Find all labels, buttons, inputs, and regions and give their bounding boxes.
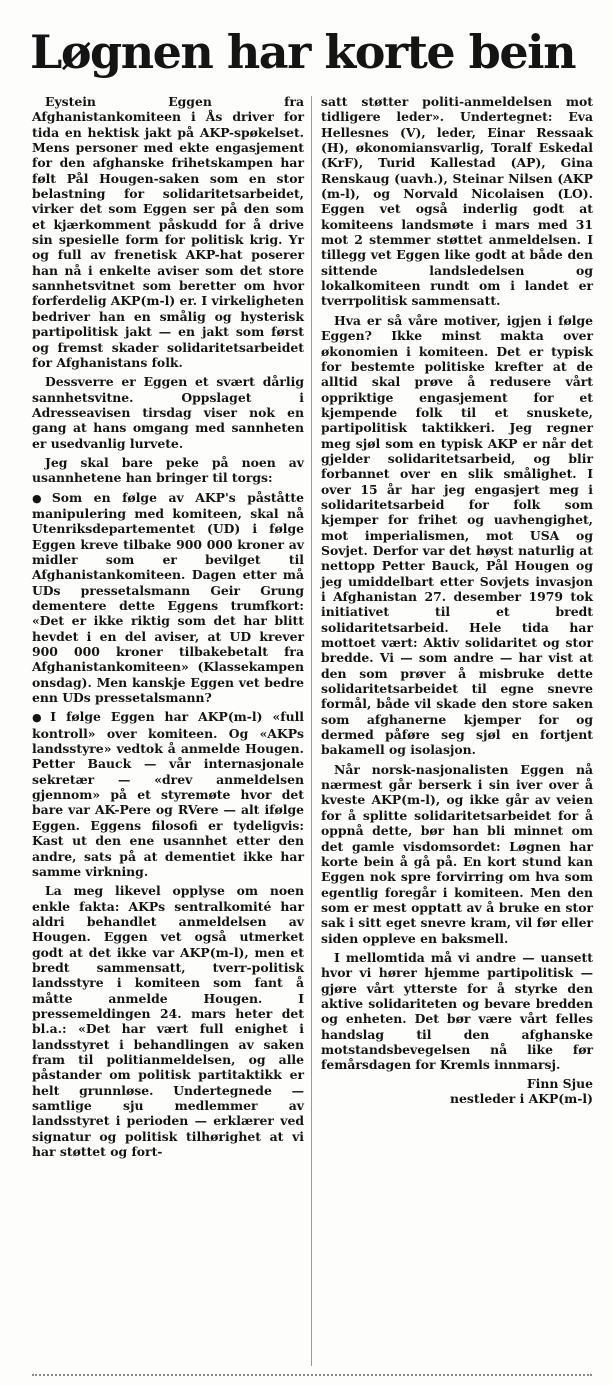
bullet-icon: ●	[32, 491, 49, 505]
headline: Løgnen har korte bein	[30, 25, 576, 79]
signature-name: Finn Sjue	[526, 1075, 593, 1091]
paragraph: Eystein Eggen fra Afghanistankomiteen i Ås driver for tida en hektisk jakt på AKP-spøkelset. Mens personer med ekte engasjement for den afghanske frihetskampen har følt Pål Hougen-saken som en stor belastning for solidaritetsarbeidet, virker det som Eggen ser på den som et kjærkomment påskudd for å drive sin spesielle form for politisk krig. Yr og full av frenetisk AKP-hat poserer han nå i enkelte aviser som det store sannhetsvitnet som beretter om hvor forferdelig AKP(m-l) er. I virkeligheten bedriver han en smålig og hysterisk partipolitisk jakt — en jakt som først og fremst skader solidaritetsarbeidet for Afghanistans folk.	[32, 94, 305, 370]
column-right	[321, 94, 593, 1106]
paragraph: La meg likevel opplyse om noen enkle fakta: AKPs sentralkomité har aldri behandlet anmeldelsen av Hougen. Eggen vet også utmerket godt at det ikke var AKP(m-l), men et bredt sammensatt, tverr-politisk landsstyre i komiteen som fant å måtte anmelde Hougen. I pressemeldingen 24. mars heter det bl.a.: «Det har vært full enighet i landsstyret i behandlingen av saken fram til politianmeldelsen, og alle påstander om politisk partitaktikk er helt grunnløse. Undertegnede — samtlige sju medlemmer av landsstyret i perioden — erklærer ved signatur og politisk tilhørighet at vi har støttet og fort-	[32, 883, 304, 1160]
column-left	[32, 94, 304, 1159]
paragraph: Dessverre er Eggen et svært dårlig sannhetsvitne. Oppslaget i Adresseavisen tirsdag viser nok en gang at hans omgang med sannheten er usedvanlig lurvete.	[32, 374, 304, 451]
column-divider	[311, 96, 312, 1366]
signature	[321, 1076, 593, 1107]
bullet-paragraph	[32, 490, 304, 706]
page-footer-rule	[32, 1374, 592, 1382]
bullet-icon: ●	[32, 711, 48, 725]
paragraph: Når norsk-nasjonalisten Eggen nå nærmest går berserk i sin iver over å kveste AKP(m-l), og ikke går av veien for å splitte solidaritetsarbeidet for å oppnå dette, bør han bli minnet om det gamle visdomsordet: Løgnen har korte bein å gå på. En kort stund kan Eggen nok spre forvirring om hva som egentlig foregår i komiteen. Men den som er mest opptatt av å bruke en stor sak i sitt eget snevre kram, vil før eller siden oppleve en baksmell.	[321, 761, 593, 946]
bullet-text: I følge Eggen har AKP(m-l) «full kontroll» over komiteen. Og «AKPs landsstyre» vedtok å anmelde Hougen. Petter Bauck — vår internasjonale sekretær — «drev anmeldelsen gjennom» på et styremøte hvor det bare var AK-Pere og RVere — alt ifølge Eggen. Eggens filosofi er tydeligvis: Kast ut den ene usannhet etter den andre, sats på at dementiet ikke har samme virkning.	[32, 709, 304, 879]
paragraph: Jeg skal bare peke på noen av usannhetene han bringer til torgs:	[32, 454, 304, 486]
bullet-text: Som en følge av AKP's påståtte manipulering med komiteen, skal nå Utenriksdepartementet (UD) i følge Eggen kreve tilbake 900 000 kroner av midler som er bevilget til Afghanistankomiteen. Dagen etter må UDs pressetalsmann Geir Grung dementere dette Eggens trumfkort: «Det er ikke riktig som det har blitt hevdet i en del aviser, at UD krever 900 000 kroner tilbakebetalt fra Afghanistankomiteen» (Klassekampen onsdag). Men kanskje Eggen vet bedre enn UDs pressetalsmann?	[32, 489, 304, 706]
bullet-paragraph	[32, 709, 304, 879]
signature-title: nestleder i AKP(m-l)	[450, 1091, 593, 1106]
paragraph: Hva er så våre motiver, igjen i følge Eggen? Ikke minst makta over økonomien i komiteen. Det er typisk for bestemte politiske krefter at de alltid skal prøve å redusere vårt oppriktige engasjement for et kjempende folk til et snuskete, partipolitisk taktikkeri. Jeg regner meg sjøl som en typisk AKP er når det gjelder solidaritetsarbeid, og blir forbannet over en slik smålighet. I over 15 år har jeg engasjert meg i solidaritetsarbeid for folk som kjemper for frihet og uavhengighet, mot imperialismen, mot USA og Sovjet. Derfor var det høyst naturlig at nettopp Petter Bauck, Pål Hougen og jeg umiddelbart etter Sovjets invasjon i Afghanistan 27. desember 1979 tok initiativet til et bredt solidaritetsarbeid. Hele tida har mottoet vært: Aktiv solidaritet og stor bredde. Vi — som andre — har vist at den som prøver å misbruke dette solidaritetsarbeidet til egne snevre formål, både vil skade den store saken som afghanerne kjemper for og dermed påføre seg sjøl en fortjent bakamell og isolasjon.	[321, 312, 593, 758]
paragraph: I mellomtida må vi andre — uansett hvor vi hører hjemme partipolitisk — gjøre vårt ytterste for å styrke den aktive solidariteten og bevare bredden og enheten. Det bør være vårt felles handslag til den afghanske motstandsbevegelsen nå like før femårsdagen for Kremls innmarsj.	[321, 949, 593, 1073]
paragraph: satt støtter politi-anmeldelsen mot tidligere leder». Undertegnet: Eva Hellesnes (V), leder, Einar Ressaak (H), økonomiansvarlig, Toralf Eskedal (KrF), Turid Kallestad (AP), Gina Renskaug (uavh.), Steinar Nilsen (AKP (m-l), og Norvald Nicolaisen (LO). Eggen vet også inderlig godt at komiteens landsmøte i mars med 31 mot 2 stemmer støttet anmeldelsen. I tillegg vet Eggen like godt at både den sittende landsledelsen og lokalkomiteen rundt om i landet er tverrpolitisk sammensatt.	[321, 94, 593, 309]
